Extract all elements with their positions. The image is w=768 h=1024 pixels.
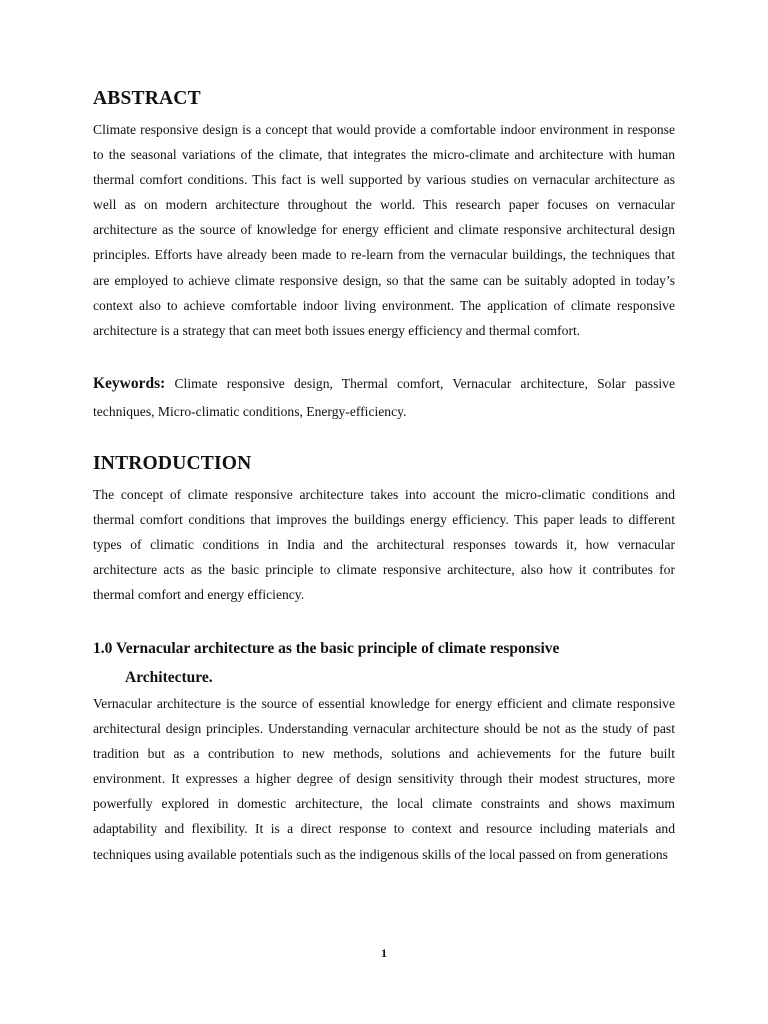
keywords-paragraph bbox=[93, 370, 675, 426]
introduction-paragraph: The concept of climate responsive architecture takes into account the micro-climatic conditions and thermal comfort conditions that improves the buildings energy efficiency. This paper leads to different types of climatic conditions in India and the architectural responses towards it, how vernacular architecture acts as the basic principle to climate responsive architecture, also how it contributes for thermal comfort and energy efficiency. bbox=[93, 487, 675, 603]
document-page bbox=[93, 0, 675, 1024]
keywords-text: Climate responsive design, Thermal comfort, Vernacular architecture, Solar passive techniques, Micro-climatic conditions, Energy-efficiency. bbox=[93, 376, 675, 419]
introduction-heading: INTRODUCTION bbox=[93, 453, 252, 474]
section-1-0-heading-line1: 1.0 Vernacular architecture as the basic principle of climate responsive bbox=[93, 640, 560, 657]
abstract-paragraph: Climate responsive design is a concept that would provide a comfortable indoor environment in response to the seasonal variations of the climate, that integrates the micro-climate and architecture with human thermal comfort conditions. This fact is well supported by various studies on vernacular architecture as well as on modern architecture throughout the world. This research paper focuses on vernacular architecture as the source of knowledge for energy efficient and climate responsive architectural design principles. Efforts have already been made to re-learn from the vernacular buildings, the techniques that are employed to achieve climate responsive design, so that the same can be suitably adopted in today’s context also to achieve comfortable indoor living environment. The application of climate responsive architecture is a strategy that can meet both issues energy efficiency and thermal comfort. bbox=[93, 122, 675, 338]
section-1-0-paragraph: Vernacular architecture is the source of essential knowledge for energy efficient and climate responsive architectural design principles. Understanding vernacular architecture should be not as the study of past tradition but as a contribution to new methods, solutions and achievements for the future built environment. It expresses a higher degree of design sensitivity through their modest structures, more powerfully explored in domestic architecture, the local climate constraints and shows maximum adaptability and flexibility. It is a direct response to context and resource including materials and techniques using available potentials such as the indigenous skills of the local passed on from generations bbox=[93, 696, 675, 862]
page-number: 1 bbox=[381, 946, 387, 960]
section-1-0-heading-line2: Architecture. bbox=[125, 669, 213, 686]
section-1-0-heading bbox=[93, 634, 675, 692]
keywords-label: Keywords: bbox=[93, 375, 166, 392]
abstract-heading: ABSTRACT bbox=[93, 88, 201, 109]
